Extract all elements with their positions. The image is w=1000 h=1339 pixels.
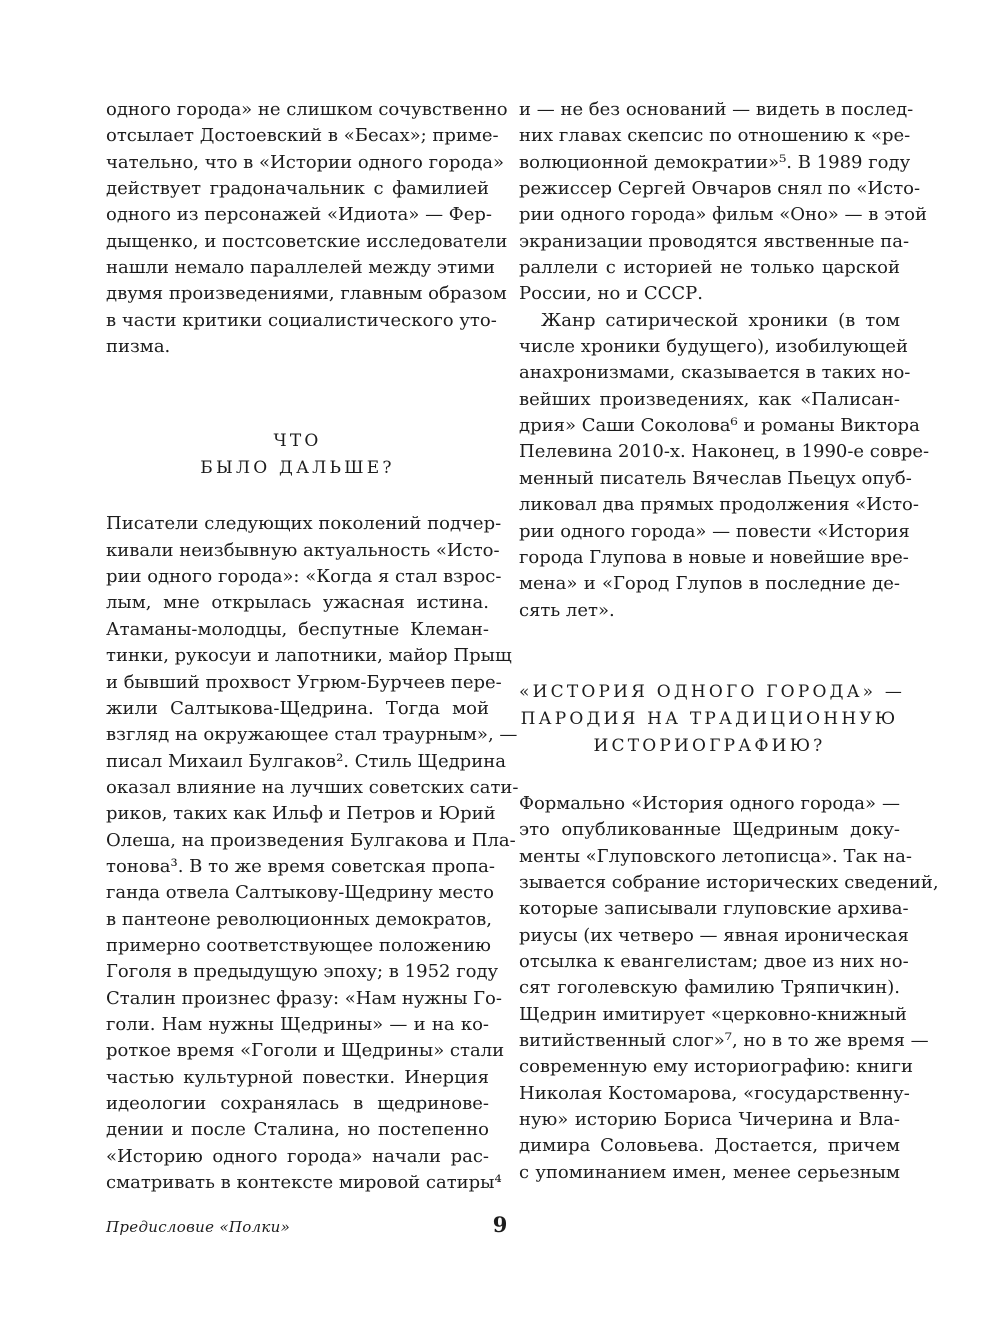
text-line: Олеша, на произведения Булгакова и Пла-: [106, 829, 516, 851]
text-line: пизма.: [106, 336, 171, 358]
text-line: Гоголя в предыдущую эпоху; в 1952 году: [106, 961, 499, 983]
paragraph-formally: [519, 791, 939, 1186]
text-line: двумя произведениями, главным образом: [106, 283, 507, 305]
text-line: ную» историю Бориса Чичерина и Вла-: [519, 1109, 900, 1130]
text-line: с упоминанием имен, менее серьезным: [519, 1161, 900, 1183]
text-line: Николая Костомарова, «государственну-: [519, 1082, 910, 1104]
text-line: Атаманы-молодцы, беспутные Клеман-: [106, 618, 489, 640]
text-line: димира Соловьева. Достается, причем: [519, 1135, 900, 1157]
text-line: которые записывали глуповские архива-: [519, 898, 909, 920]
text-line: примерно соответствующее положению: [106, 934, 491, 956]
text-line: современную ему историографию: книги: [519, 1056, 913, 1078]
text-line: в пантеоне революционных демократов,: [106, 908, 492, 930]
text-line: ганда отвела Салтыкову-Щедрину место: [106, 882, 494, 904]
text-line: роткое время «Гоголи и Щедрины» стали: [106, 1040, 505, 1062]
text-line: рии одного города»: «Когда я стал взрос-: [106, 566, 502, 588]
text-line: жили Салтыкова-Щедрина. Тогда мой: [106, 697, 489, 719]
text-line: отсылает Достоевский в «Бесах»; приме-: [106, 125, 499, 147]
text-line: экранизации проводятся явственные па-: [519, 230, 910, 252]
text-line: вейших произведениях, как «Палисан-: [519, 388, 900, 410]
text-line: одного города» не слишком сочувственно: [106, 99, 508, 120]
text-line: России, но и СССР.: [519, 283, 703, 305]
text-line: анахронизмами, сказывается в таких но-: [519, 362, 911, 384]
paragraph-continuation: [106, 97, 508, 360]
text-line: мена» и «Город Глупов в последние де-: [519, 573, 900, 595]
text-line: Пелевина 2010-х. Наконец, в 1990-е совре-: [519, 441, 930, 463]
running-title: Предисловие «Полки»: [106, 1218, 291, 1236]
text-line: это опубликованные Щедриным доку-: [519, 819, 900, 841]
text-line: кивали неизбывную актуальность «Исто-: [106, 539, 500, 561]
heading-line: ИСТОРИОГРАФИЮ?: [593, 735, 826, 756]
text-line: ликовал два прямых продолжения «Исто-: [519, 494, 919, 516]
text-line: города Глупова в новые и новейшие вре-: [519, 546, 909, 568]
text-line: оказал влияние на лучших советских сати-: [106, 776, 519, 798]
right-column: [519, 97, 939, 1186]
text-line: взгляд на окружающее стал траурным», —: [106, 724, 518, 746]
text-line: действует градоначальник с фамилией: [106, 178, 489, 200]
text-line: режиссер Сергей Овчаров снял по «Исто-: [519, 178, 921, 200]
text-line: отсылка к евангелистам; двое из них но-: [519, 950, 909, 972]
text-line: волюционной демократии»⁵. В 1989 году: [519, 151, 911, 173]
paragraph-satirical-chronicle: [519, 308, 930, 624]
paragraph-later-writers: [106, 511, 519, 1196]
paragraph-continuation-right: [519, 97, 927, 308]
text-line: идеологии сохранялась в щедринове-: [106, 1093, 489, 1114]
text-line: дении и после Сталина, но постепенно: [106, 1119, 489, 1141]
text-line: и — не без оснований — видеть в послед-: [519, 99, 914, 120]
text-line: дрия» Саши Соколова⁶ и романы Виктора: [519, 415, 920, 437]
text-line: них главах скепсис по отношению к «ре-: [519, 125, 911, 147]
text-line: Щедрин имитирует «церковно-книжный: [519, 1003, 907, 1025]
text-line: и бывший прохвост Угрюм-Бурчеев пере-: [106, 671, 502, 693]
text-line: риусы (их четверо — явная ироническая: [519, 924, 909, 946]
text-line: в части критики социалистического уто-: [106, 309, 497, 331]
text-line: голи. Нам нужны Щедрины» — и на ко-: [106, 1013, 489, 1035]
text-line: числе хроники будущего), изобилующей: [519, 336, 909, 358]
text-line: Сталин произнес фразу: «Нам нужны Го-: [106, 987, 502, 1009]
text-line: одного из персонажей «Идиота» — Фер-: [106, 204, 492, 226]
text-line: Формально «История одного города» —: [519, 792, 900, 814]
text-line: сматривать в контексте мировой сатиры⁴: [106, 1172, 502, 1194]
page-number: 9: [492, 1212, 508, 1237]
text-line: рии одного города» — повести «История: [519, 520, 910, 542]
text-line: риков, таких как Ильф и Петров и Юрий: [106, 803, 496, 825]
text-line: тинки, рукосуи и лапотники, майор Прыщ: [106, 645, 512, 667]
section-heading-parody: [519, 679, 906, 760]
heading-line: «ИСТОРИЯ ОДНОГО ГОРОДА» —: [519, 681, 906, 702]
text-line: тонова³. В то же время советская пропа-: [106, 855, 495, 877]
text-line: рии одного города» фильм «Оно» — в этой: [519, 204, 927, 226]
text-line: раллели с историей не только царской: [519, 257, 900, 279]
text-line: Жанр сатирической хроники (в том: [541, 309, 900, 331]
text-line: писал Михаил Булгаков². Стиль Щедрина: [106, 750, 506, 772]
text-line: витийственный слог»⁷, но в то же время —: [519, 1029, 929, 1051]
left-column: [106, 97, 519, 1196]
text-line: сят гоголевскую фамилию Тряпичкин).: [519, 977, 900, 999]
text-line: Писатели следующих поколений подчер-: [106, 513, 502, 535]
text-line: «Историю одного города» начали рас-: [106, 1145, 489, 1167]
text-line: менный писатель Вячеслав Пьецух опуб-: [519, 467, 912, 489]
text-line: лым, мне открылась ужасная истина.: [106, 592, 489, 614]
heading-line: ПАРОДИЯ НА ТРАДИЦИОННУЮ: [520, 708, 899, 729]
text-line: чательно, что в «Истории одного города»: [106, 151, 505, 173]
text-line: частью культурной повестки. Инерция: [106, 1066, 489, 1088]
text-line: менты «Глуповского летописца». Так на-: [519, 845, 912, 867]
heading-line: ЧТО: [273, 431, 322, 452]
text-line: дыщенко, и постсоветские исследователи: [106, 230, 508, 252]
text-line: сять лет».: [519, 599, 615, 621]
section-heading-what-next: [106, 428, 489, 482]
text-line: нашли немало параллелей между этими: [106, 257, 495, 279]
text-line: зывается собрание исторических сведений,: [519, 871, 939, 893]
heading-line: БЫЛО ДАЛЬШЕ?: [200, 458, 395, 479]
